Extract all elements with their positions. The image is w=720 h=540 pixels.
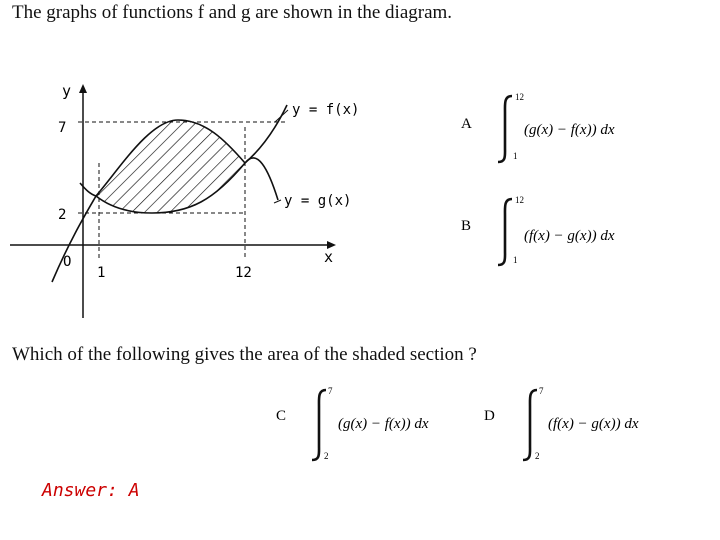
option-c-integrand: (g(x) − f(x)) dx: [338, 416, 429, 432]
x-tick-12: 12: [235, 265, 252, 281]
f-label-leader: [275, 110, 288, 122]
g-label-leader: [274, 200, 281, 203]
x-tick-1: 1: [97, 265, 106, 281]
option-c-upper-limit: 7: [328, 386, 333, 396]
y-tick-2: 2: [58, 207, 67, 223]
integral-sign-icon: [498, 199, 512, 265]
option-b-integrand: (f(x) − g(x)) dx: [524, 228, 615, 244]
x-axis-label: x: [324, 248, 334, 266]
intro-text: The graphs of functions f and g are shown in the diagram.: [12, 2, 453, 23]
integral-sign-icon: [523, 390, 537, 460]
option-a-integrand: (g(x) − f(x)) dx: [524, 122, 615, 138]
integral-sign-icon: [498, 96, 512, 162]
answer-text: Answer: A: [42, 480, 140, 501]
y-axis-arrow: [79, 84, 87, 93]
option-a-letter: A: [461, 116, 472, 132]
option-b-upper-limit: 12: [515, 195, 524, 205]
option-d: [484, 386, 639, 461]
option-c: [276, 386, 429, 461]
option-a-upper-limit: 12: [515, 92, 524, 102]
option-b-letter: B: [461, 218, 472, 234]
option-d-upper-limit: 7: [539, 386, 544, 396]
origin-label: O: [63, 254, 72, 270]
option-d-integrand: (f(x) − g(x)) dx: [548, 416, 639, 432]
y-tick-7: 7: [58, 120, 67, 136]
shaded-region: [96, 120, 245, 213]
option-a: [461, 92, 615, 162]
option-c-letter: C: [276, 408, 287, 424]
option-b-lower-limit: 1: [513, 255, 518, 265]
option-d-letter: D: [484, 408, 495, 424]
option-b: [461, 195, 615, 265]
g-curve-label: y = g(x): [284, 193, 352, 209]
option-d-lower-limit: 2: [535, 451, 540, 461]
question-text: Which of the following gives the area of the shaded section ?: [12, 344, 477, 365]
option-a-lower-limit: 1: [513, 151, 518, 161]
y-axis-label: y: [62, 82, 72, 100]
option-c-lower-limit: 2: [324, 451, 329, 461]
f-curve-label: y = f(x): [292, 102, 360, 118]
integral-sign-icon: [312, 390, 326, 460]
